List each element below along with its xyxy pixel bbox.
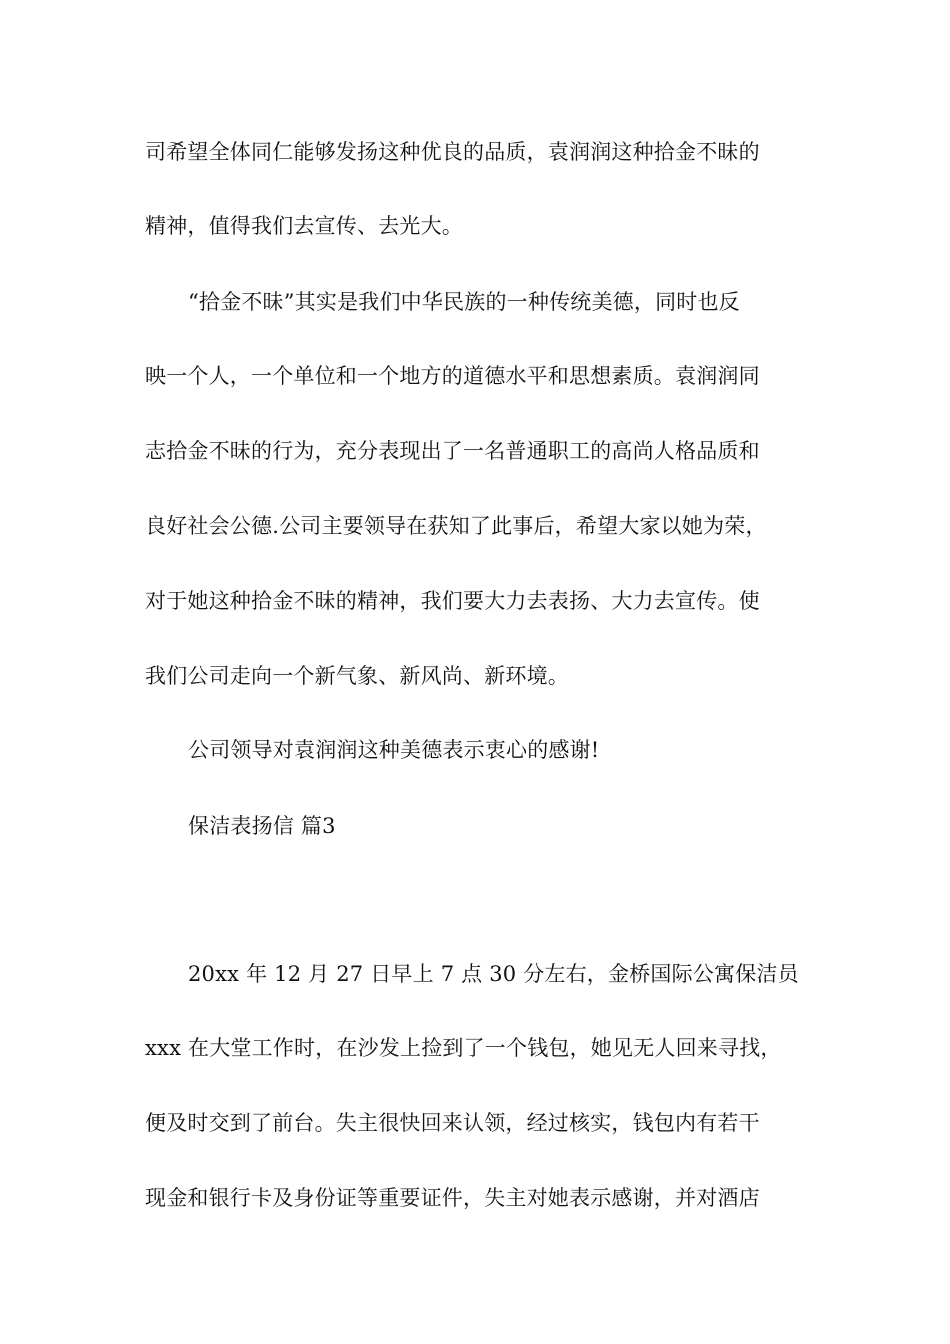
paragraph-line: 司希望全体同仁能够发扬这种优良的品质，袁润润这种拾金不昧的 (145, 140, 760, 164)
paragraph-line: 我们公司走向一个新气象、新风尚、新环境。 (145, 664, 569, 688)
section-heading: 保洁表扬信 篇3 (188, 814, 336, 838)
paragraph-line: 现金和银行卡及身份证等重要证件，失主对她表示感谢，并对酒店 (145, 1186, 760, 1210)
paragraph-line: 良好社会公德.公司主要领导在获知了此事后，希望大家以她为荣， (145, 514, 767, 538)
paragraph-line: 对于她这种拾金不昧的精神，我们要大力去表扬、大力去宣传。使 (145, 589, 760, 613)
paragraph-line: 公司领导对袁润润这种美德表示衷心的感谢! (188, 738, 600, 762)
paragraph-line: 便及时交到了前台。失主很快回来认领，经过核实，钱包内有若干 (145, 1111, 760, 1135)
paragraph-line: 映一个人，一个单位和一个地方的道德水平和思想素质。袁润润同 (145, 364, 760, 388)
paragraph-line: 20xx 年 12 月 27 日早上 7 点 30 分左右，金桥国际公寓保洁员 (188, 962, 799, 986)
paragraph-line: “拾金不昧”其实是我们中华民族的一种传统美德，同时也反 (188, 290, 740, 314)
paragraph-line: 志拾金不昧的行为，充分表现出了一名普通职工的高尚人格品质和 (145, 439, 760, 463)
paragraph-line: 精神，值得我们去宣传、去光大。 (145, 214, 463, 238)
paragraph-line: xxx 在大堂工作时，在沙发上捡到了一个钱包，她见无人回来寻找， (145, 1036, 782, 1060)
